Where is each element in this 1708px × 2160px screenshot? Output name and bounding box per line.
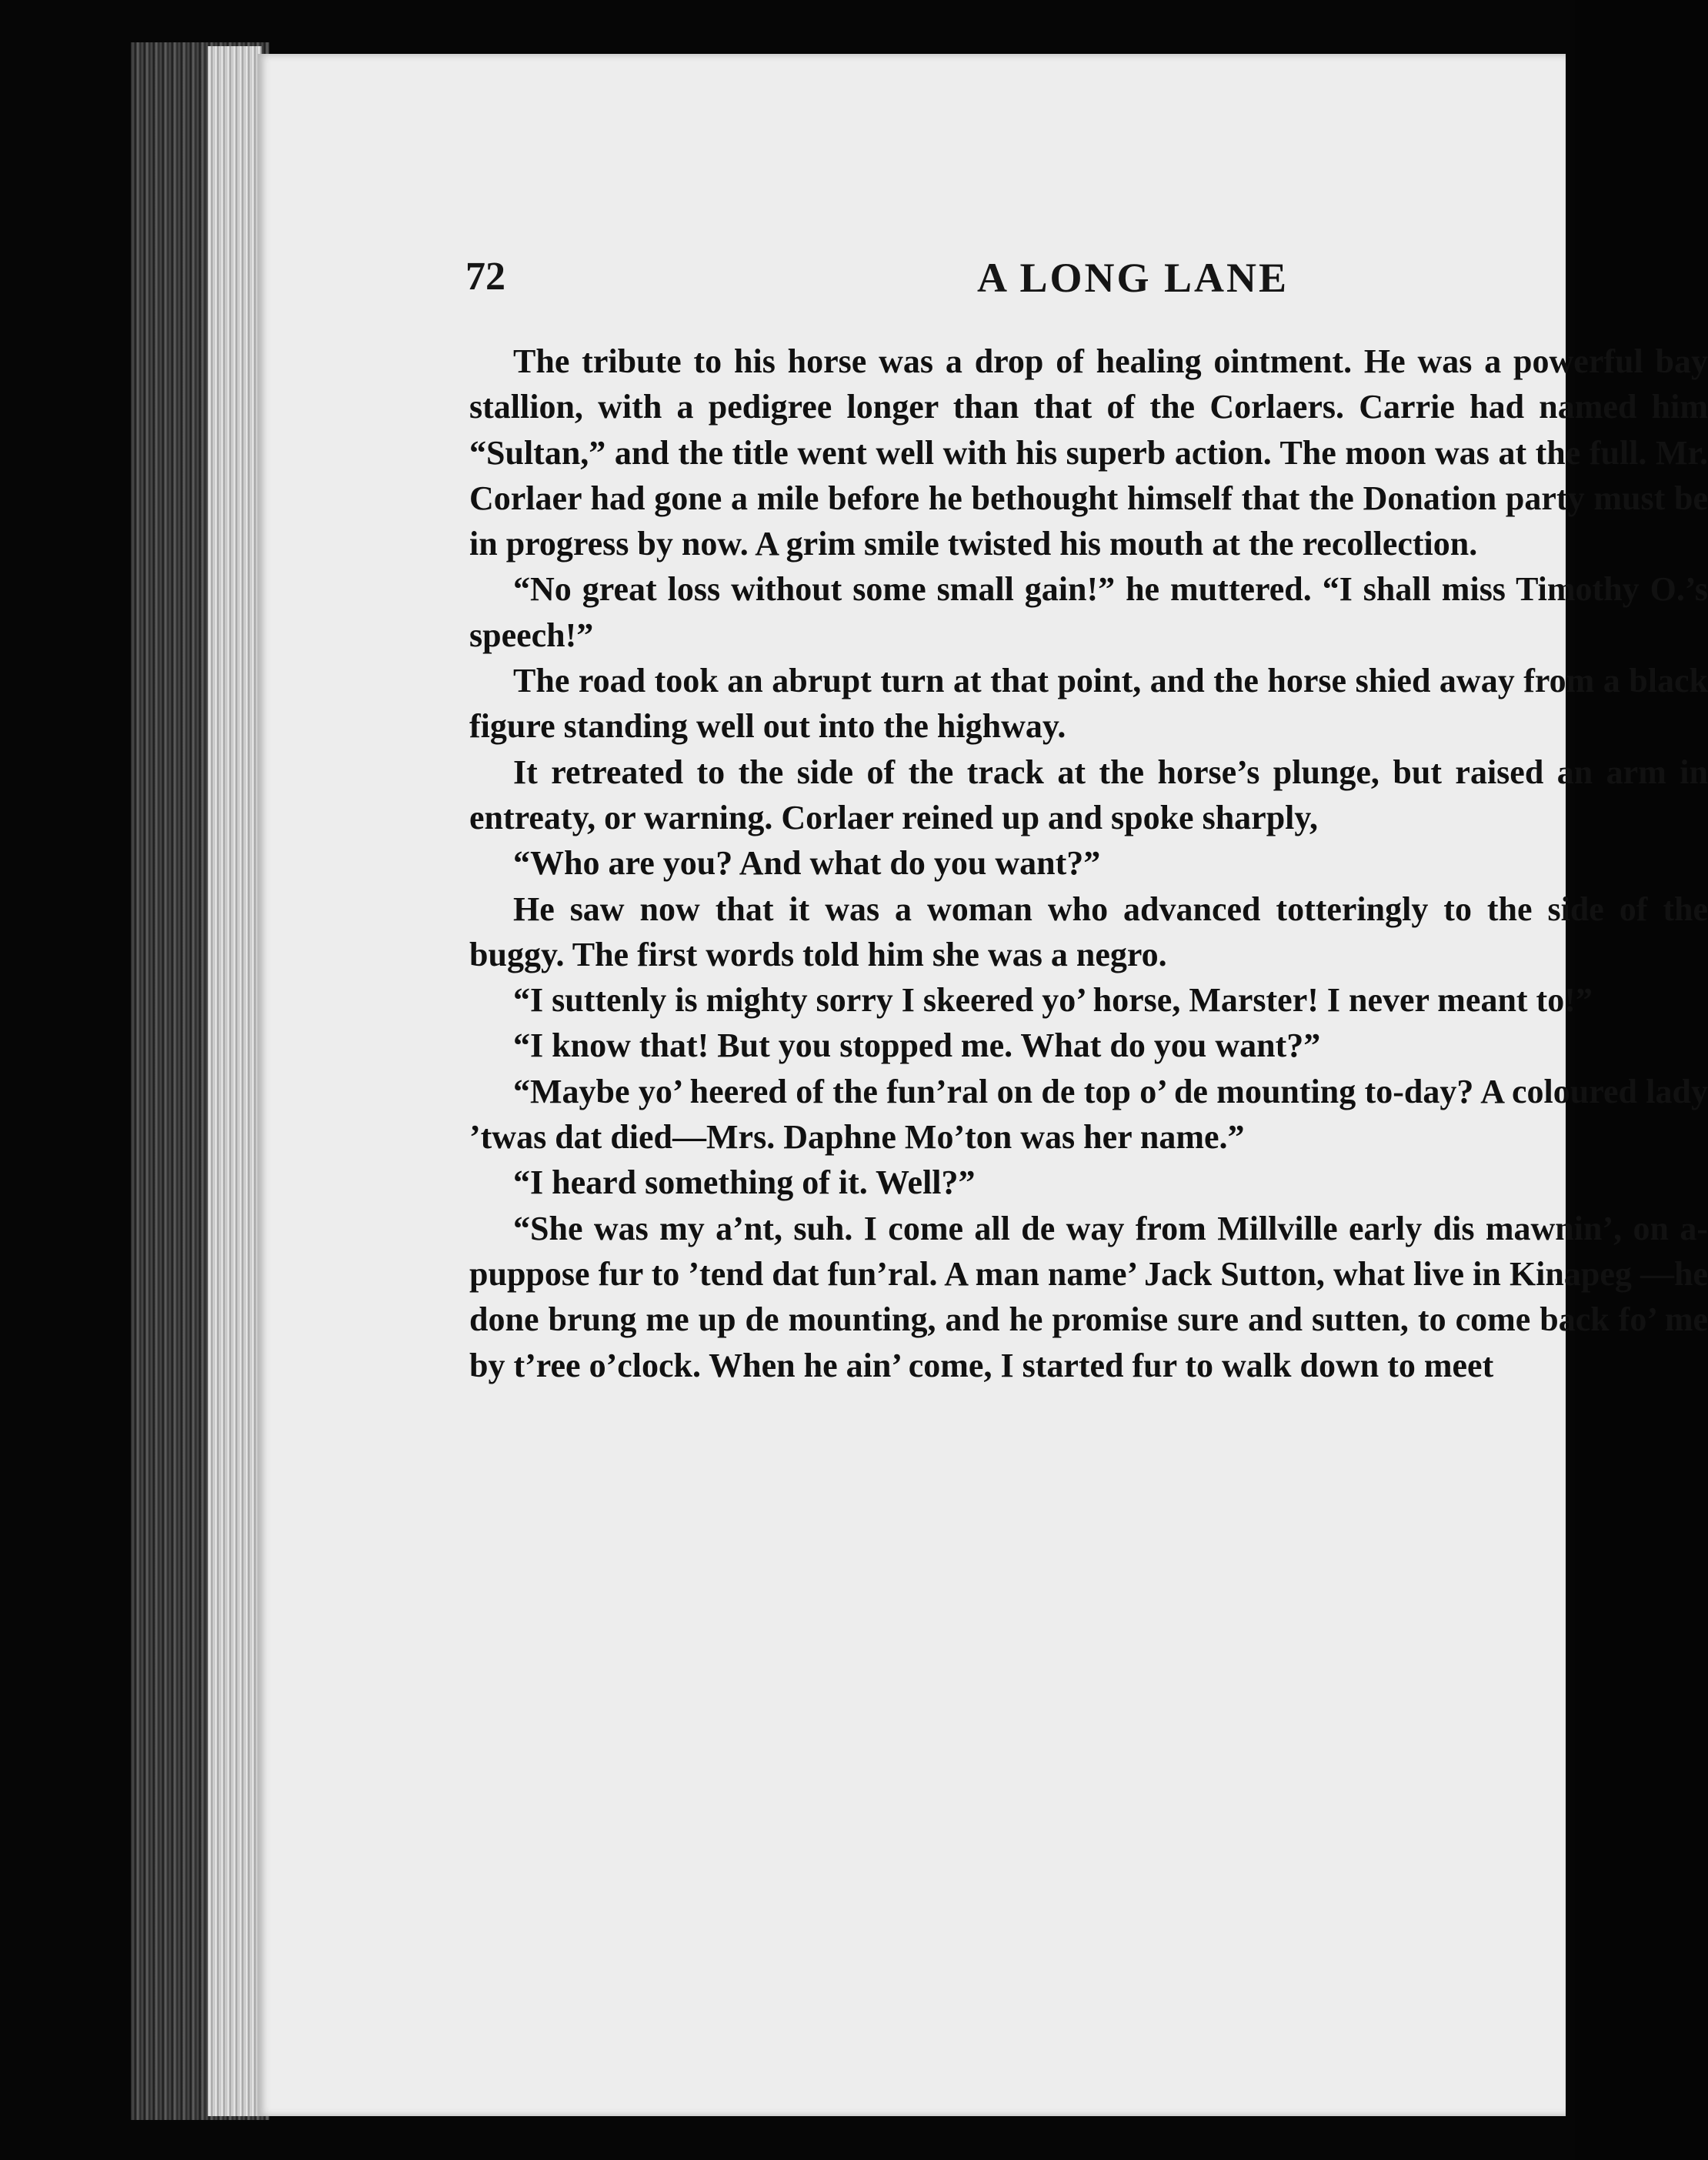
paragraph: “Maybe yo’ heered of the fun’ral on de top o’ de mounting to-day? A coloured lady ’twas dat died—Mrs. Daphne Mo’ton was her name.”: [469, 1072, 1708, 1157]
paragraph: “She was my a’nt, suh. I come all de way from Millville early dis mawnin’, on a-puppose fur to ’tend dat fun’ral. A man name’ Jack Sutton, what live in Kinapeg —he done brung me up de mounting, and he promise sure and sutten, to come back fo’ me by t’ree o’clock. When he ain’ come, I started fur to walk down to meet: [469, 1209, 1708, 1384]
body-text: [469, 339, 1708, 1388]
paragraph: “Who are you? And what do you want?”: [513, 844, 1101, 883]
page-number: 72: [465, 255, 505, 299]
page-header: [465, 254, 1504, 323]
paragraph: The road took an abrupt turn at that point, and the horse shied away from a black figure standing well out into the highway.: [469, 662, 1708, 746]
paragraph: The tribute to his horse was a drop of healing ointment. He was a powerful bay stallion, with a pedigree longer than that of the Corlaers. Carrie had named him “Sultan,” and the title went well with his superb action. The moon was at the full. Mr. Corlaer had gone a mile before he bethought himself that the Donation party must be in progress by now. A grim smile twisted his mouth at the recollection.: [469, 342, 1708, 563]
book-page: [258, 54, 1708, 2116]
paragraph: It retreated to the side of the track at the horse’s plunge, but raised an arm in entreaty, or warning. Corlaer reined up and spoke sharply,: [469, 753, 1708, 836]
paragraph: “I heard something of it. Well?”: [513, 1163, 976, 1202]
page-stack-edge: [208, 46, 262, 2116]
paragraph: He saw now that it was a woman who advanced totteringly to the side of the buggy. The first words told him she was a negro.: [469, 890, 1708, 973]
paragraph: “I know that! But you stopped me. What do you want?”: [513, 1027, 1321, 1065]
running-head: A LONG LANE: [977, 255, 1289, 301]
paragraph: “No great loss without some small gain!” he muttered. “I shall miss Timothy O.’s speech!”: [469, 570, 1708, 654]
paragraph: “I suttenly is mighty sorry I skeered yo’ horse, Marster! I never meant to!”: [513, 981, 1593, 1020]
